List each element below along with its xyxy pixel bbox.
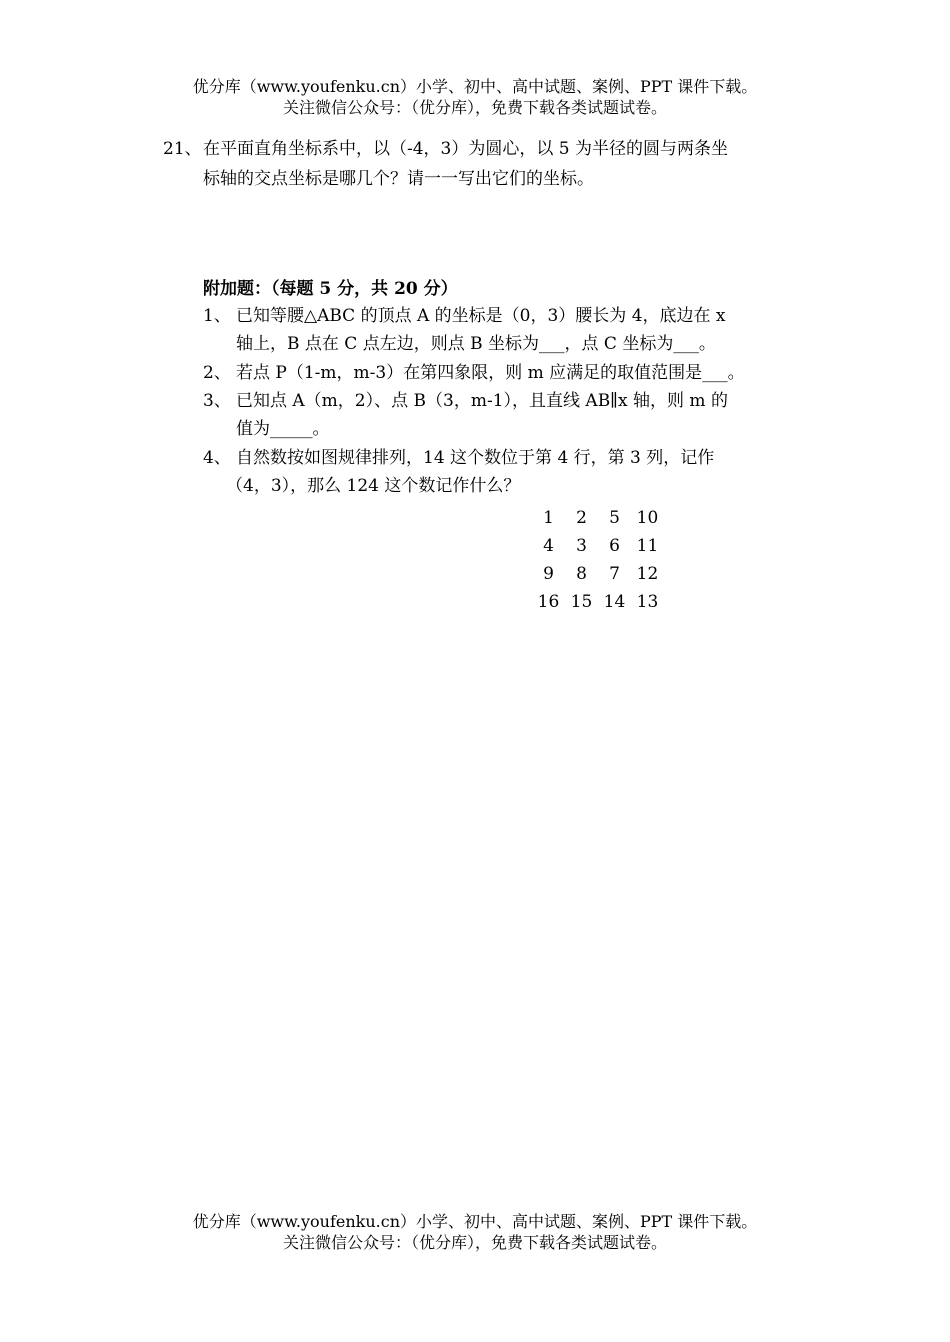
item-text-line-2: 轴上，B 点在 C 点左边，则点 B 坐标为___，点 C 坐标为___。 (236, 334, 716, 354)
item-number: 1、 (203, 306, 231, 326)
grid-row (532, 560, 664, 588)
page-footer (0, 1211, 950, 1253)
grid-cell: 10 (636, 508, 659, 528)
grid-row (532, 532, 664, 560)
grid-cell: 3 (576, 536, 587, 556)
item-text-line-2: 值为_____。 (236, 419, 330, 439)
grid-cell: 15 (570, 592, 593, 612)
question-number: 21、 (163, 139, 202, 159)
footer-line-2: 关注微信公众号：（优分库），免费下载各类试题试卷。 (282, 1233, 667, 1252)
grid-cell: 12 (636, 564, 659, 584)
grid-cell: 2 (576, 508, 587, 528)
grid-cell: 7 (609, 564, 620, 584)
grid-cell: 9 (543, 564, 554, 584)
number-grid (532, 504, 664, 616)
item-text-line-2: （4，3），那么 124 这个数记作什么？ (226, 476, 521, 496)
header-line-1: 优分库（www.youfenku.cn）小学、初中、高中试题、案例、PPT 课件下载。 (192, 77, 758, 96)
item-text-line-1: 已知点 A（m，2）、点 B（3，m-1），且直线 AB∥x 轴，则 m 的 (236, 391, 728, 411)
extra-section-title: 附加题：（每题 5 分，共 20 分） (203, 279, 458, 299)
grid-cell: 1 (543, 508, 554, 528)
item-number: 3、 (203, 391, 231, 411)
question-text-line-2: 标轴的交点坐标是哪几个？请一一写出它们的坐标。 (203, 169, 594, 189)
item-text-line-1: 自然数按如图规律排列，14 这个数位于第 4 行，第 3 列，记作 (236, 448, 715, 468)
grid-cell: 4 (543, 536, 554, 556)
grid-row (532, 588, 664, 616)
grid-cell: 11 (636, 536, 659, 556)
grid-cell: 6 (609, 536, 620, 556)
item-text-line-1: 若点 P（1-m，m-3）在第四象限，则 m 应满足的取值范围是___。 (236, 363, 745, 383)
item-number: 2、 (203, 363, 231, 383)
grid-cell: 14 (603, 592, 626, 612)
grid-cell: 16 (537, 592, 560, 612)
item-number: 4、 (203, 448, 231, 468)
header-line-2: 关注微信公众号：（优分库），免费下载各类试题试卷。 (282, 98, 667, 117)
footer-line-1: 优分库（www.youfenku.cn）小学、初中、高中试题、案例、PPT 课件下载。 (192, 1212, 758, 1231)
grid-cell: 13 (636, 592, 659, 612)
grid-row (532, 504, 664, 532)
question-text-line-1: 在平面直角坐标系中，以（-4，3）为圆心，以 5 为半径的圆与两条坐 (203, 139, 728, 159)
page-header (0, 76, 950, 118)
grid-cell: 8 (576, 564, 587, 584)
grid-cell: 5 (609, 508, 620, 528)
item-text-line-1: 已知等腰△ABC 的顶点 A 的坐标是（0，3）腰长为 4，底边在 x (236, 306, 726, 326)
